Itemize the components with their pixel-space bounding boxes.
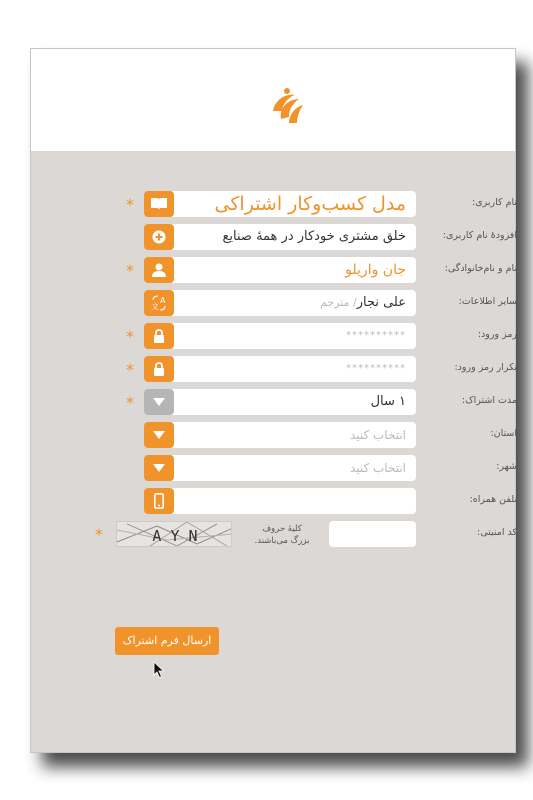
- password-repeat-field[interactable]: **********: [144, 356, 416, 382]
- mouse-cursor-icon: [153, 661, 165, 679]
- user-icon: [144, 257, 174, 283]
- subscription-duration-select[interactable]: ۱ سال: [144, 389, 416, 415]
- username-extra-field[interactable]: خلق مشتری خودکار در همهٔ صنایع: [144, 224, 416, 250]
- password-repeat-label: تکرار رمز ورود:: [454, 362, 517, 373]
- password-repeat-row: [31, 356, 515, 382]
- subscription-duration-row: [31, 389, 515, 415]
- dropdown-arrow-icon[interactable]: [144, 422, 174, 448]
- required-mark: *: [95, 525, 103, 544]
- city-select[interactable]: انتخاب کنید: [144, 455, 416, 481]
- required-mark: *: [126, 195, 134, 214]
- captcha-image: [116, 521, 232, 547]
- captcha-label: کد امنیتی:: [477, 527, 517, 538]
- mobile-row: [31, 488, 515, 514]
- translate-icon: [144, 290, 174, 316]
- lock-icon: [144, 356, 174, 382]
- username-extra-row: [31, 224, 515, 250]
- submit-button[interactable]: ارسال فرم اشتراک: [115, 627, 219, 655]
- dropdown-arrow-icon[interactable]: [144, 455, 174, 481]
- province-select[interactable]: انتخاب کنید: [144, 422, 416, 448]
- required-mark: *: [126, 327, 134, 346]
- fullname-label: نام و نام‌خانوادگی:: [444, 263, 517, 274]
- password-field[interactable]: **********: [144, 323, 416, 349]
- captcha-hint-line2: بزرگ می‌باشند.: [254, 536, 310, 546]
- svg-text:文: 文: [151, 302, 159, 311]
- captcha-input[interactable]: [329, 521, 416, 547]
- password-label: رمز ورود:: [477, 329, 517, 340]
- city-label: شهر:: [496, 461, 517, 472]
- other-info-value: علی نجار: [356, 295, 406, 310]
- required-mark: *: [126, 261, 134, 280]
- mobile-label: تلفن همراه:: [469, 494, 517, 505]
- other-info-label: سایر اطلاعات:: [458, 296, 517, 307]
- other-info-suffix: / مترجم: [320, 296, 357, 309]
- captcha-hint: [239, 523, 325, 547]
- subscription-form-card: [30, 48, 516, 753]
- username-extra-label: افزودهٔ نام کاربری:: [442, 230, 517, 241]
- other-info-row: [31, 290, 515, 316]
- captcha-hint-line1: کلیهٔ حروف: [262, 524, 302, 534]
- brand-logo-icon: [265, 85, 309, 129]
- svg-text:A: A: [160, 296, 166, 305]
- dropdown-arrow-icon[interactable]: [144, 389, 174, 415]
- province-label: استان:: [490, 428, 517, 439]
- book-icon: [144, 191, 174, 217]
- mobile-field[interactable]: [144, 488, 416, 514]
- lock-icon: [144, 323, 174, 349]
- other-info-field[interactable]: [144, 290, 416, 316]
- card-header: [31, 49, 515, 151]
- captcha-row: [31, 521, 515, 547]
- province-row: [31, 422, 515, 448]
- plus-circle-icon: [144, 224, 174, 250]
- required-mark: *: [126, 360, 134, 379]
- fullname-row: [31, 257, 515, 283]
- city-row: [31, 455, 515, 481]
- username-row: [31, 191, 515, 217]
- mobile-phone-icon: [144, 488, 174, 514]
- subscription-duration-label: مدت اشتراک:: [461, 395, 517, 406]
- password-row: [31, 323, 515, 349]
- captcha-code: A Y N: [152, 527, 198, 545]
- required-mark: *: [126, 393, 134, 412]
- username-field[interactable]: مدل کسب‌وکار اشتراکی: [144, 191, 416, 217]
- username-label: نام کاربری:: [472, 197, 517, 208]
- fullname-field[interactable]: جان واریلو: [144, 257, 416, 283]
